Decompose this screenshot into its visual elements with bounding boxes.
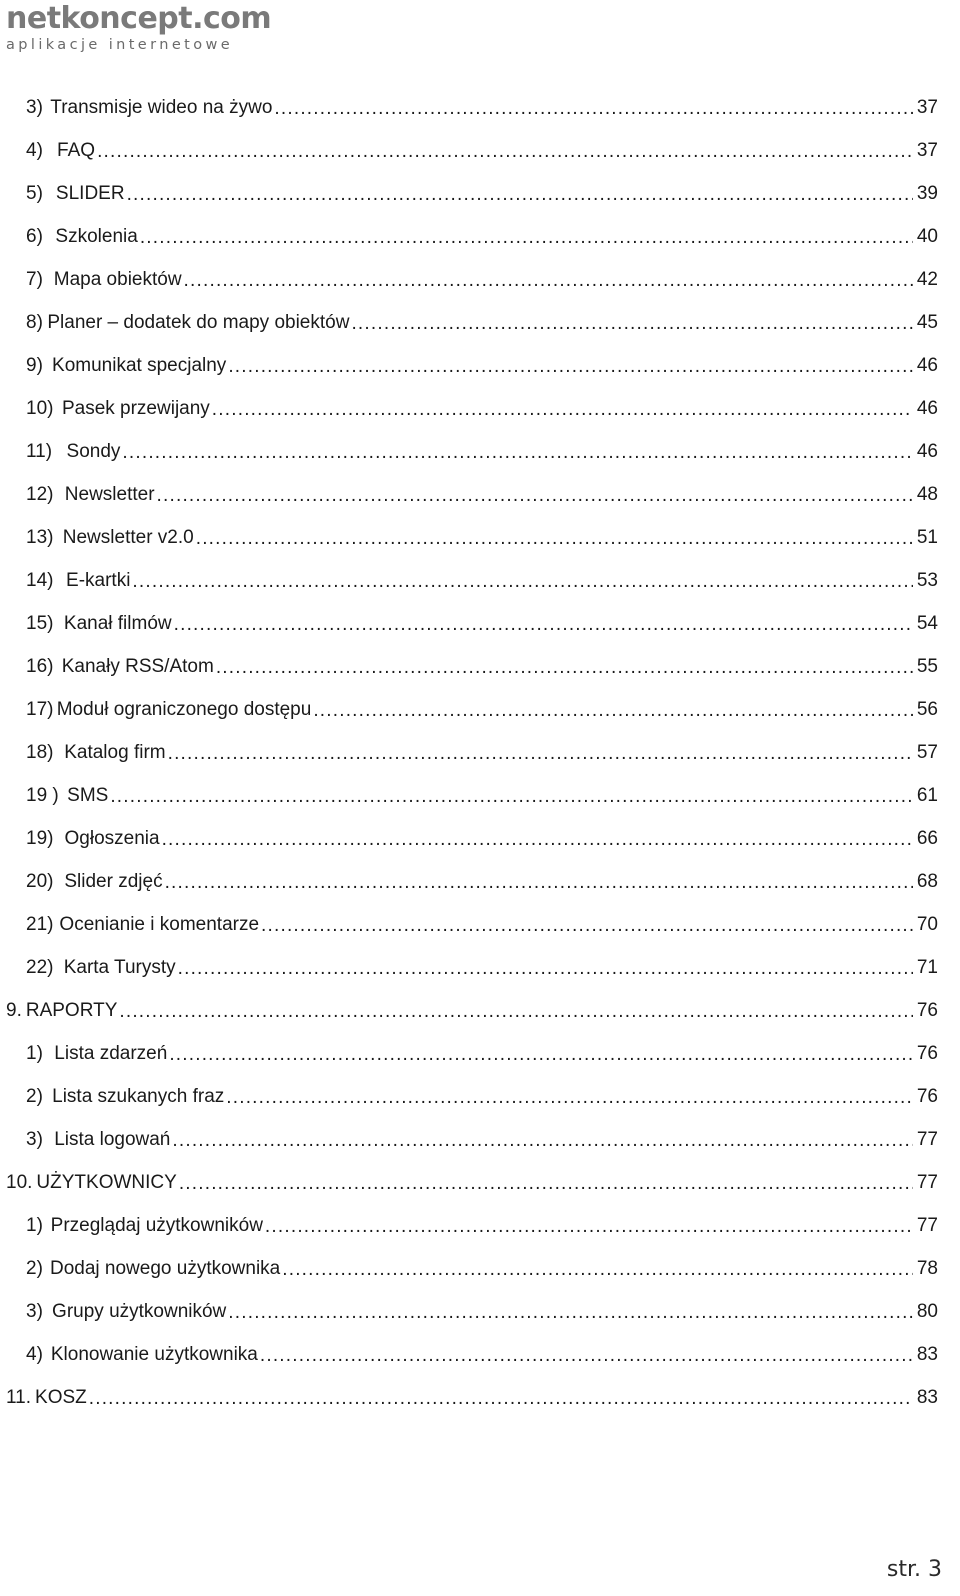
toc-entry[interactable] [0, 645, 960, 688]
toc-entry-number: 10) [26, 397, 54, 419]
toc-entry-title: E-kartki [66, 569, 131, 591]
toc-dot-leader [119, 1001, 912, 1023]
toc-entry[interactable] [0, 1204, 960, 1247]
toc-entry-page: 56 [916, 698, 938, 720]
toc-dot-leader [216, 657, 913, 679]
toc-entry-title: Kanał filmów [63, 612, 172, 634]
toc-dot-leader [313, 700, 913, 722]
toc-entry-page: 51 [916, 526, 938, 548]
toc-entry-page: 76 [916, 1085, 938, 1107]
toc-entry-number: 5) [26, 182, 43, 204]
toc-entry-title: Kanały RSS/Atom [61, 655, 214, 677]
toc-dot-leader [127, 184, 913, 206]
toc-entry-title: SMS [67, 784, 109, 806]
toc-entry[interactable] [0, 688, 960, 731]
toc-entry-title: UŻYTKOWNICY [36, 1171, 177, 1193]
toc-entry-page: 70 [916, 913, 938, 935]
toc-entry-title: Dodaj nowego użytkownika [50, 1257, 281, 1279]
toc-entry-number: 6) [26, 225, 43, 247]
toc-entry-page: 77 [916, 1128, 938, 1150]
toc-entry-number: 19 ) [26, 784, 59, 806]
toc-entry-number: 1) [26, 1042, 43, 1064]
toc-entry-page: 76 [916, 999, 938, 1021]
toc-entry[interactable] [0, 1333, 960, 1376]
toc-entry-number: 3) [26, 1300, 43, 1322]
toc-dot-leader [228, 356, 913, 378]
toc-entry-page: 55 [916, 655, 938, 677]
toc-dot-leader [157, 485, 913, 507]
toc-entry-title: Lista logowań [54, 1128, 171, 1150]
toc-entry-page: 54 [916, 612, 938, 634]
netkoncept-logo [6, 2, 271, 54]
toc-entry-page: 48 [916, 483, 938, 505]
toc-entry-page: 37 [916, 139, 938, 161]
logo-main-text: netkoncept.com [6, 1, 272, 36]
toc-entry-title: Katalog firm [64, 741, 166, 763]
toc-entry[interactable] [0, 344, 960, 387]
toc-entry-number: 9) [26, 354, 43, 376]
toc-entry-title: RAPORTY [25, 999, 118, 1021]
toc-entry-number: 19) [26, 827, 54, 849]
toc-entry-title: KOSZ [35, 1386, 87, 1408]
toc-entry-title: Newsletter [64, 483, 155, 505]
toc-entry-number: 16) [26, 655, 54, 677]
toc-entry-number: 12) [26, 483, 54, 505]
toc-entry[interactable] [0, 1290, 960, 1333]
logo-sub-text: aplikacje internetowe [6, 37, 234, 53]
toc-entry-title: Moduł ograniczonego dostępu [56, 698, 312, 720]
page-number: str. 3 [886, 1557, 942, 1582]
toc-entry-number: 4) [26, 139, 43, 161]
toc-entry[interactable] [0, 731, 960, 774]
toc-entry[interactable] [0, 1247, 960, 1290]
toc-entry-title: Transmisje wideo na żywo [50, 96, 273, 118]
toc-entry-title: Slider zdjęć [64, 870, 163, 892]
toc-entry-page: 80 [916, 1300, 938, 1322]
toc-entry-title: Newsletter v2.0 [62, 526, 194, 548]
toc-dot-leader [282, 1259, 913, 1281]
toc-entry-page: 61 [916, 784, 938, 806]
toc-dot-leader [226, 1087, 913, 1109]
toc-entry[interactable] [0, 774, 960, 817]
toc-entry-page: 77 [916, 1171, 938, 1193]
toc-entry-title: FAQ [57, 139, 96, 161]
toc-entry-page: 78 [916, 1257, 938, 1279]
toc-entry-page: 37 [916, 96, 938, 118]
toc-entry-number: 1) [26, 1214, 43, 1236]
toc-entry-title: Grupy użytkowników [52, 1300, 227, 1322]
toc-entry-number: 7) [26, 268, 43, 290]
toc-entry[interactable] [0, 129, 960, 172]
toc-entry[interactable] [0, 86, 960, 129]
toc-dot-leader [172, 1130, 912, 1152]
toc-entry-title: Sondy [66, 440, 121, 462]
toc-dot-leader [212, 399, 913, 421]
toc-entry-number: 17) [26, 698, 54, 720]
toc-entry[interactable] [0, 602, 960, 645]
toc-entry[interactable] [0, 258, 960, 301]
toc-entry-page: 71 [916, 956, 938, 978]
toc-entry-page: 39 [916, 182, 938, 204]
toc-entry-number: 3) [26, 1128, 43, 1150]
toc-entry-page: 68 [916, 870, 938, 892]
toc-entry-page: 46 [916, 397, 938, 419]
toc-entry[interactable] [0, 1075, 960, 1118]
toc-entry-number: 8) [26, 311, 43, 333]
toc-entry-number: 22) [26, 956, 54, 978]
toc-dot-leader [140, 227, 913, 249]
toc-entry-page: 46 [916, 354, 938, 376]
toc-entry-page: 77 [916, 1214, 938, 1236]
toc-entry[interactable] [0, 817, 960, 860]
toc-entry-page: 57 [916, 741, 938, 763]
toc-entry-title: Klonowanie użytkownika [50, 1343, 258, 1365]
toc-entry-number: 15) [26, 612, 54, 634]
toc-entry-number: 9. [6, 999, 22, 1021]
toc-entry[interactable] [0, 172, 960, 215]
table-of-contents [0, 86, 960, 1419]
toc-entry-number: 20) [26, 870, 54, 892]
toc-dot-leader [260, 1345, 913, 1367]
toc-dot-leader [122, 442, 912, 464]
toc-entry-title: Przeglądaj użytkowników [50, 1214, 263, 1236]
toc-dot-leader [265, 1216, 913, 1238]
toc-dot-leader [184, 270, 913, 292]
toc-dot-leader [97, 141, 913, 163]
toc-entry-title: Pasek przewijany [61, 397, 210, 419]
toc-entry[interactable] [0, 860, 960, 903]
toc-entry[interactable] [0, 1118, 960, 1161]
toc-entry[interactable] [0, 559, 960, 602]
toc-entry[interactable] [0, 1376, 960, 1419]
toc-dot-leader [132, 571, 912, 593]
toc-entry-number: 21) [26, 913, 54, 935]
toc-entry-title: Karta Turysty [63, 956, 176, 978]
toc-entry-title: Komunikat specjalny [52, 354, 227, 376]
toc-entry[interactable] [0, 1161, 960, 1204]
toc-entry[interactable] [0, 946, 960, 989]
toc-dot-leader [179, 1173, 913, 1195]
toc-dot-leader [196, 528, 913, 550]
toc-entry-page: 66 [916, 827, 938, 849]
toc-entry[interactable] [0, 516, 960, 559]
toc-entry-page: 46 [916, 440, 938, 462]
toc-entry-title: Ocenianie i komentarze [59, 913, 260, 935]
toc-entry-number: 14) [26, 569, 54, 591]
toc-entry-number: 4) [26, 1343, 43, 1365]
toc-dot-leader [165, 872, 913, 894]
toc-dot-leader [261, 915, 913, 937]
toc-entry-page: 83 [916, 1343, 938, 1365]
toc-entry-number: 2) [26, 1257, 43, 1279]
toc-entry-page: 53 [916, 569, 938, 591]
toc-entry-number: 2) [26, 1085, 43, 1107]
toc-entry[interactable] [0, 301, 960, 344]
toc-entry-number: 11. [6, 1386, 32, 1408]
toc-dot-leader [162, 829, 913, 851]
toc-dot-leader [228, 1302, 913, 1324]
toc-dot-leader [89, 1388, 913, 1410]
toc-entry[interactable] [0, 473, 960, 516]
toc-dot-leader [178, 958, 913, 980]
toc-entry-title: SLIDER [55, 182, 125, 204]
toc-entry-title: Ogłoszenia [64, 827, 160, 849]
toc-entry-page: 40 [916, 225, 938, 247]
toc-entry-number: 10. [6, 1171, 33, 1193]
toc-entry-title: Lista szukanych fraz [52, 1085, 225, 1107]
toc-entry-page: 76 [916, 1042, 938, 1064]
toc-entry-title: Szkolenia [55, 225, 138, 247]
toc-entry[interactable] [0, 1032, 960, 1075]
toc-entry[interactable] [0, 387, 960, 430]
toc-entry-title: Mapa obiektów [53, 268, 182, 290]
toc-dot-leader [351, 313, 912, 335]
toc-entry-number: 11) [26, 440, 53, 462]
toc-entry-number: 18) [26, 741, 54, 763]
toc-dot-leader [274, 98, 912, 120]
toc-dot-leader [168, 743, 913, 765]
toc-entry-page: 83 [916, 1386, 938, 1408]
toc-dot-leader [110, 786, 913, 808]
toc-dot-leader [174, 614, 913, 636]
toc-entry[interactable] [0, 430, 960, 473]
toc-entry-number: 3) [26, 96, 43, 118]
toc-entry-page: 42 [916, 268, 938, 290]
toc-entry-title: Lista zdarzeń [54, 1042, 168, 1064]
toc-entry[interactable] [0, 903, 960, 946]
toc-entry[interactable] [0, 989, 960, 1032]
toc-entry-number: 13) [26, 526, 54, 548]
toc-dot-leader [169, 1044, 913, 1066]
toc-entry-title: Planer – dodatek do mapy obiektów [47, 311, 350, 333]
toc-entry[interactable] [0, 215, 960, 258]
toc-entry-page: 45 [916, 311, 938, 333]
